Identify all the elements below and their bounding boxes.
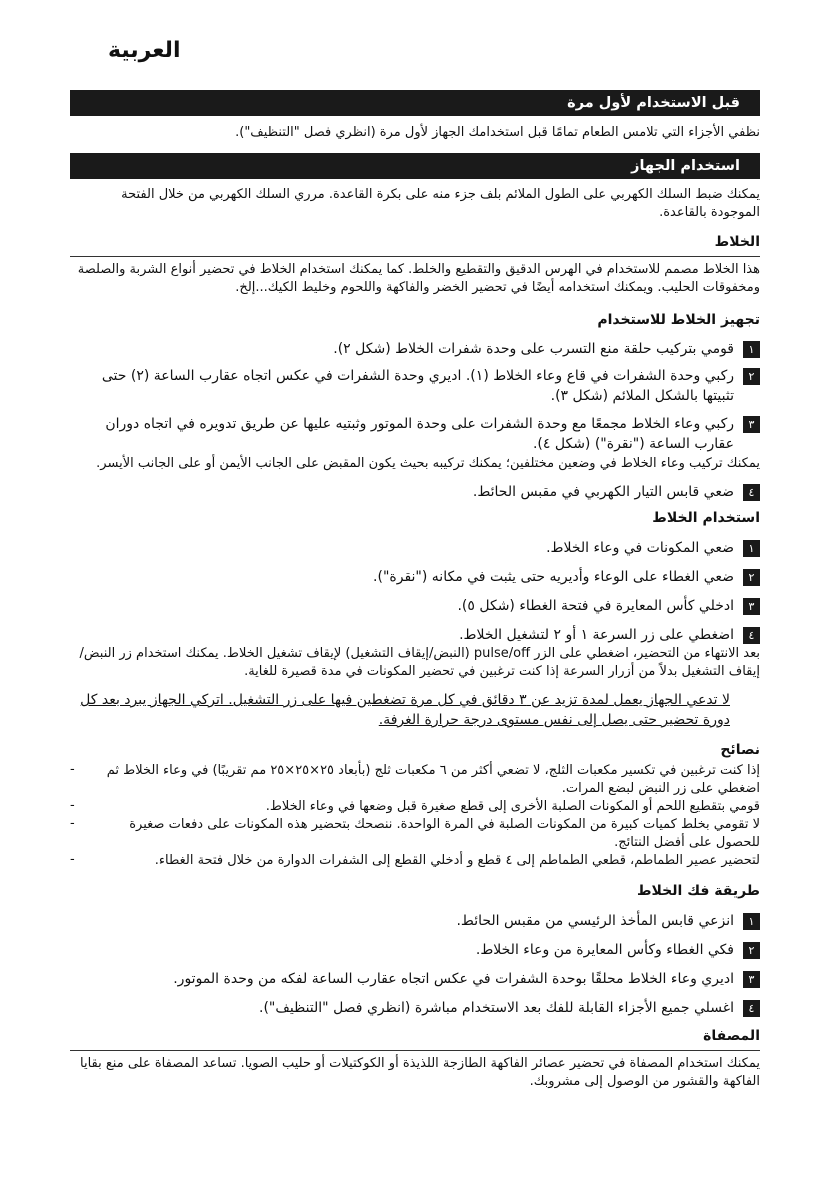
step-number-badge: ١	[743, 540, 760, 557]
use-step-2	[70, 567, 760, 587]
prepare-step-2	[70, 366, 760, 406]
tip-text: لا تقومي بخلط كميات كبيرة من المكونات الصلبة في المرة الواحدة. ننصحك بتحضير هذه المكونات على دفعات صغيرة للحصول على أفضل النتائج.	[129, 817, 760, 850]
section-banner-first-use: قبل الاستخدام لأول مرة	[70, 90, 760, 116]
prepare-step-4	[70, 482, 760, 502]
filter-heading: المصفاة	[703, 1028, 760, 1044]
step-number-badge: ٣	[743, 598, 760, 615]
step-text: ضعي قابس التيار الكهربي في مقبس الحائط.	[472, 484, 734, 500]
tip-item	[70, 762, 760, 798]
step-text: اديري وعاء الخلاط محلقًا بوحدة الشفرات في عكس اتجاه عقارب الساعة لفكه من وحدة الموتور.	[173, 971, 734, 987]
disassemble-step-2	[70, 940, 760, 960]
step-text: ركبي وعاء الخلاط مجمعًا مع وحدة الشفرات على وحدة الموتور وثبتيه عليها عن طريق تدويره في اتجاه دوران عقارب الساعة ("نقرة") (شكل ٤).	[105, 416, 734, 452]
step-text: فكي الغطاء وكأس المعايرة من وعاء الخلاط.	[475, 942, 734, 958]
step-text: انزعي قابس المأخذ الرئيسي من مقبس الحائط.	[456, 913, 734, 929]
tip-text: إذا كنت ترغبين في تكسير مكعبات الثلج، لا تضعي أكثر من ٦ مكعبات ثلج (بأبعاد ٢٥×٢٥×٢٥ مم تقريبًا) في وعاء الخلاط ثم اضغطي على زر النبض لبضع المرات.	[106, 763, 760, 796]
use-step-3	[70, 596, 760, 616]
step-number-badge: ٣	[743, 971, 760, 988]
step-number-badge: ١	[743, 913, 760, 930]
use-step-1	[70, 538, 760, 558]
disassemble-step-4	[70, 998, 760, 1018]
bullet-dash: -	[70, 762, 75, 777]
use-step-4	[70, 625, 760, 645]
prepare-heading: تجهيز الخلاط للاستخدام	[597, 312, 760, 328]
filter-text: يمكنك استخدام المصفاة في تحضير عصائر الفاكهة الطازجة اللذيذة أو الكوكتيلات أو حليب الصويا. تساعد المصفاة على منع بقايا الفاكهة والقشور من الوصول إلى مشروبك.	[80, 1056, 760, 1089]
step-text: ركبي وحدة الشفرات في قاع وعاء الخلاط (١). اديري وحدة الشفرات في عكس اتجاه عقارب الساعة (٢) حتى تثبيتها بالشكل الملائم (شكل ٣).	[101, 368, 734, 404]
prepare-section	[70, 310, 760, 502]
bullet-dash: -	[70, 798, 75, 813]
tips-section	[70, 740, 760, 870]
tips-heading: نصائح	[720, 742, 760, 758]
blender-heading: الخلاط	[714, 234, 760, 250]
blender-text: هذا الخلاط مصمم للاستخدام في الهرس الدقيق والتقطيع والخلط. كما يمكنك استخدام الخلاط في تحضير أنواع الشربة والصلصة ومخفوقات الحليب. ويمكنك استخدامه أيضًا في تحضير الخضر والفاكهة واللحوم وخليط الكيك...إلخ.	[77, 262, 760, 295]
step-number-badge: ٢	[743, 368, 760, 385]
tip-item	[70, 798, 760, 816]
language-title: العربية	[108, 38, 181, 63]
step-text: اضغطي على زر السرعة ١ أو ٢ لتشغيل الخلاط.	[459, 627, 734, 643]
step-number-badge: ٣	[743, 416, 760, 433]
use-blender-heading: استخدام الخلاط	[652, 510, 760, 526]
step-text: اغسلي جميع الأجزاء القابلة للفك بعد الاستخدام مباشرة (انظري فصل "التنظيف").	[259, 1000, 734, 1016]
step-number-badge: ١	[743, 341, 760, 358]
blender-section	[70, 232, 760, 297]
step-number-badge: ٤	[743, 1000, 760, 1017]
tip-item	[70, 852, 760, 870]
step-number-badge: ٢	[743, 569, 760, 586]
tip-item	[70, 816, 760, 852]
step-text: ضعي الغطاء على الوعاء وأديريه حتى يثبت في مكانه ("نقرة").	[373, 569, 734, 585]
disassemble-step-3	[70, 969, 760, 989]
use-blender-warning: لا تدعي الجهاز يعمل لمدة تزيد عن ٣ دقائق في كل مرة تضغطين فيها على زر التشغيل. اتركي الجهاز يبرد بعد كل دورة تحضير حتى يصل إلى نفس مستوى درجة حرارة الغرفة.	[80, 692, 730, 728]
disassemble-section	[70, 881, 760, 1018]
bullet-dash: -	[70, 816, 75, 831]
prepare-step-1	[70, 339, 760, 359]
step-text: ادخلي كأس المعايرة في فتحة الغطاء (شكل ٥).	[457, 598, 734, 614]
filter-section	[70, 1026, 760, 1091]
prepare-step-3	[70, 414, 760, 454]
disassemble-step-1	[70, 911, 760, 931]
manual-content	[70, 90, 760, 1091]
use-blender-section	[70, 508, 760, 730]
first-use-text: نظفي الأجزاء التي تلامس الطعام تمامًا قبل استخدامك الجهاز لأول مرة (انظري فصل "التنظيف").	[235, 125, 760, 140]
step-number-badge: ٢	[743, 942, 760, 959]
filter-rule	[70, 1050, 760, 1051]
blender-rule	[70, 256, 760, 257]
step-text: ضعي المكونات في وعاء الخلاط.	[546, 540, 734, 556]
tip-text: قومي بتقطيع اللحم أو المكونات الصلبة الأخرى إلى قطع صغيرة قبل وضعها في وعاء الخلاط.	[265, 799, 760, 814]
use-blender-note: بعد الانتهاء من التحضير، اضغطي على الزر pulse/off (النبض/إيقاف التشغيل) لإيقاف تشغيل الخلاط. يمكنك استخدام زر النبض/إيقاف التشغيل بدلاً من أزرار السرعة إذا كنت ترغبين في تحضير المكونات في مدة قصيرة للغاية.	[79, 646, 760, 679]
using-text: يمكنك ضبط السلك الكهربي على الطول الملائم بلف جزء منه على بكرة القاعدة. مرري السلك الكهربي من خلال الفتحة الموجودة بالقاعدة.	[121, 187, 760, 220]
prepare-note: يمكنك تركيب وعاء الخلاط في وضعين مختلفين؛ يمكنك تركيبه بحيث يكون المقبض على الجانب الأيمن أو على الجانب الأيسر.	[96, 456, 760, 471]
step-text: قومي بتركيب حلقة منع التسرب على وحدة شفرات الخلاط (شكل ٢).	[333, 341, 734, 357]
bullet-dash: -	[70, 852, 75, 867]
step-number-badge: ٤	[743, 627, 760, 644]
disassemble-heading: طريقة فك الخلاط	[637, 883, 760, 899]
section-banner-using: استخدام الجهاز	[70, 153, 760, 179]
step-number-badge: ٤	[743, 484, 760, 501]
tip-text: لتحضير عصير الطماطم، قطعي الطماطم إلى ٤ قطع و أدخلي القطع إلى الشفرات الدوارة من خلال فتحة الغطاء.	[154, 853, 760, 868]
